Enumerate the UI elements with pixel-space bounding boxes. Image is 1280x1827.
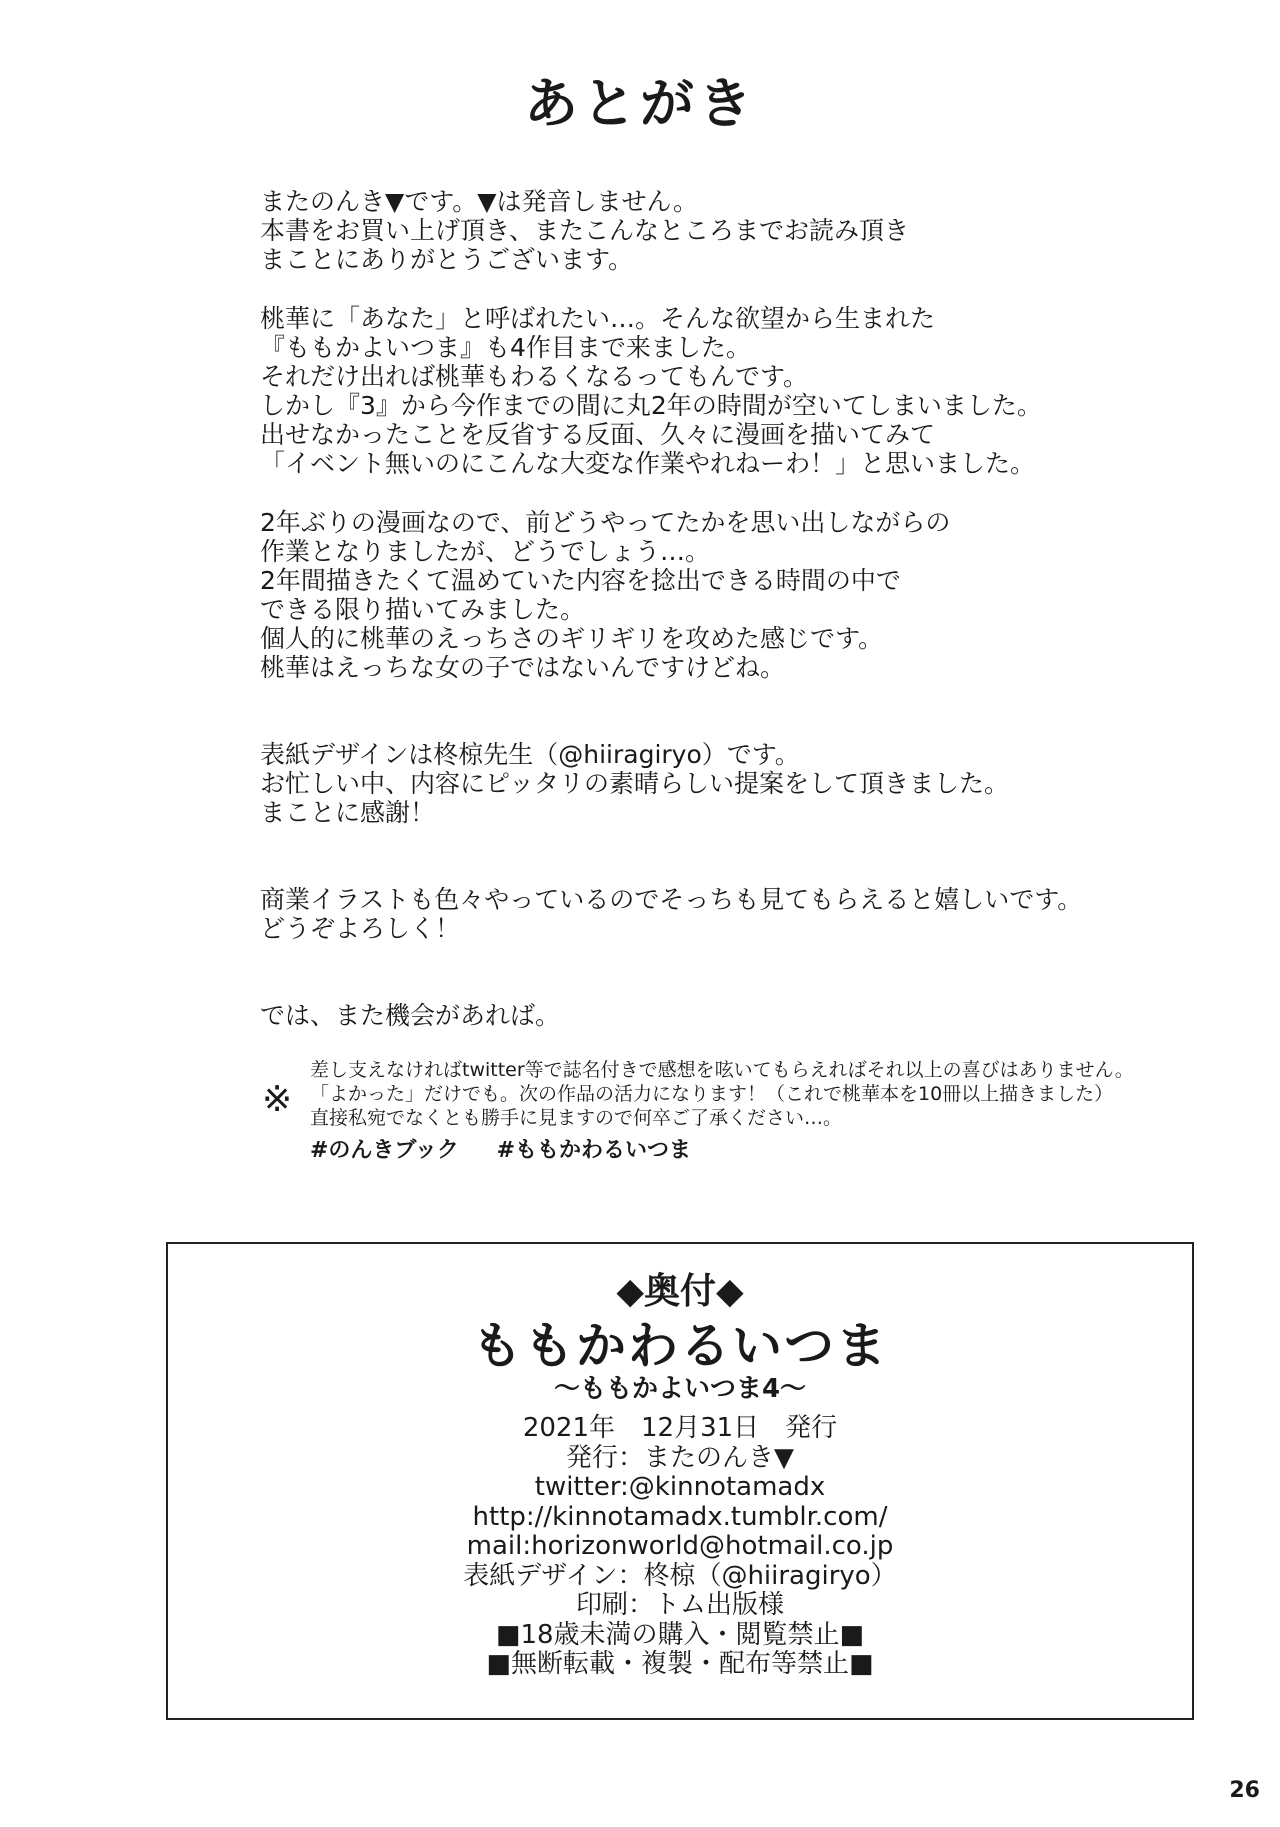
hashtags <box>310 1136 691 1166</box>
feedback-note <box>262 1058 1222 1178</box>
text-line: 出せなかったことを反省する反面、久々に漫画を描いてみて <box>260 420 936 449</box>
text-line: 「イベント無いのにこんな大変な作業やれねーわ！」と思いました。 <box>260 449 1036 478</box>
text-line: お忙しい中、内容にピッタリの素晴らしい提案をして頂きました。 <box>260 769 1010 798</box>
page-title: あとがき <box>524 71 756 135</box>
paragraph-closing <box>260 1001 1220 1030</box>
text-line: 商業イラストも色々やっているのでそっちも見てもらえると嬉しいです。 <box>260 885 1083 914</box>
book-title: ももかわるいつま <box>472 1317 888 1375</box>
paragraph-greeting <box>260 187 1220 274</box>
text-line: 作業となりましたが、どうでしょう…。 <box>260 537 711 566</box>
note-line: 差し支えなければtwitter等で誌名付きで感想を呟いてもらえればそれ以上の喜びはありません。 <box>310 1059 1134 1081</box>
text-line: しかし『3』から今作までの間に丸2年の時間が空いてしまいました。 <box>260 391 1042 420</box>
colophon-box <box>166 1242 1194 1720</box>
reference-mark: ※ <box>262 1079 293 1120</box>
text-line: 桃華に「あなた」と呼ばれたい…。そんな欲望から生まれた <box>260 304 936 333</box>
text-line: 本書をお買い上げ頂き、またこんなところまでお読み頂き <box>260 216 910 245</box>
text-line: 個人的に桃華のえっちさのギリギリを攻めた感じです。 <box>260 624 884 653</box>
text-line: では、また機会があれば。 <box>260 1001 561 1030</box>
copy-restriction: ■無断転載・複製・配布等禁止■ <box>486 1649 874 1679</box>
paragraph-cover-design <box>260 740 1220 827</box>
text-line: どうぞよろしく！ <box>260 914 461 943</box>
text-line: 『ももかよいつま』も4作目まで来ました。 <box>260 333 751 362</box>
publish-date: 2021年 12月31日 発行 <box>522 1413 838 1443</box>
age-restriction: ■18歳未満の購入・閲覧禁止■ <box>495 1619 865 1650</box>
website-url: http://kinnotamadx.tumblr.com/ <box>472 1501 888 1532</box>
text-line: できる限り描いてみました。 <box>260 595 586 624</box>
text-line: 桃華はえっちな女の子ではないんですけどね。 <box>260 653 786 682</box>
text-line: 表紙デザインは柊椋先生（@hiiragiryo）です。 <box>260 740 800 769</box>
colophon-details <box>168 1414 1192 1680</box>
page-number: 26 <box>1229 1778 1260 1803</box>
publisher: 発行：またのんき▼ <box>566 1442 794 1473</box>
hashtag-momokawaruitsuma: #ももかわるいつま <box>496 1138 692 1163</box>
twitter-handle: twitter:@kinnotamadx <box>534 1472 826 1502</box>
paragraph-commercial <box>260 885 1220 943</box>
text-line: それだけ出れば桃華もわるくなるってもんです。 <box>260 362 809 391</box>
hashtag-nonki-book: #のんきブック <box>310 1138 459 1163</box>
printer-credit: 印刷：トム出版様 <box>575 1590 784 1620</box>
text-line: 2年間描きたくて温めていた内容を捻出できる時間の中で <box>260 566 901 595</box>
note-line: 「よかった」だけでも。次の作品の活力になります！（これで桃華本を10冊以上描きました） <box>310 1083 1114 1105</box>
note-lines <box>310 1058 1134 1130</box>
text-line: まことに感謝！ <box>260 798 436 827</box>
text-line: まことにありがとうございます。 <box>260 245 634 274</box>
colophon-heading: ◆奥付◆ <box>616 1271 744 1312</box>
afterword-body <box>260 187 1220 1030</box>
contact-email: mail:horizonworld@hotmail.co.jp <box>466 1531 894 1561</box>
paragraph-work <box>260 508 1220 682</box>
text-line: またのんき▼です。▼は発音しません。 <box>260 187 698 216</box>
paragraph-series <box>260 304 1220 478</box>
note-line: 直接私宛でなくとも勝手に見ますので何卒ご了承ください…。 <box>310 1107 843 1129</box>
book-subtitle: 〜ももかよいつま4〜 <box>553 1374 807 1404</box>
text-line: 2年ぶりの漫画なので、前どうやってたかを思い出しながらの <box>260 508 951 537</box>
cover-design-credit: 表紙デザイン：柊椋（@hiiragiryo） <box>463 1560 897 1591</box>
